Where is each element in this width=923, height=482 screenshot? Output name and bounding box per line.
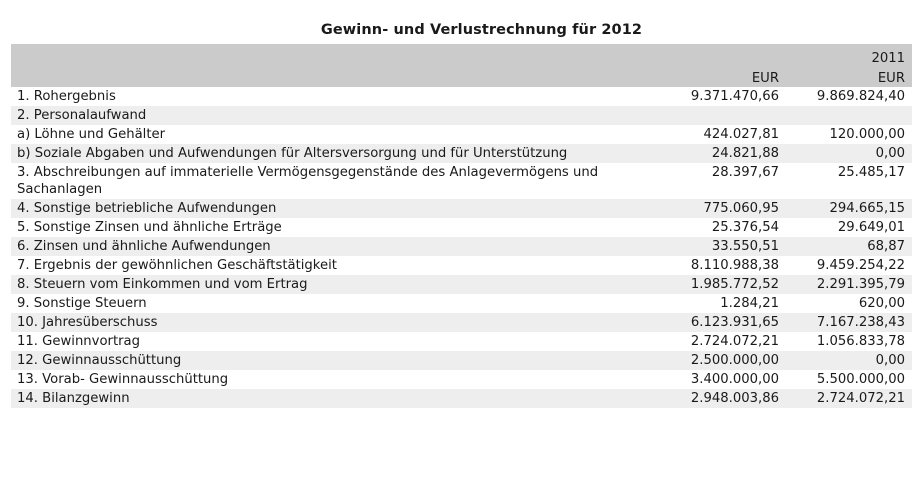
header-currency-current: EUR bbox=[631, 66, 786, 87]
row-label: 11. Gewinnvortrag bbox=[11, 332, 631, 351]
row-label: 7. Ergebnis der gewöhnlichen Geschäftstätigkeit bbox=[11, 256, 631, 275]
value-2012: 25.376,54 bbox=[631, 218, 786, 237]
value-2012: 9.371.470,66 bbox=[631, 87, 786, 106]
table-row bbox=[11, 125, 912, 144]
value-2012: 8.110.988,38 bbox=[631, 256, 786, 275]
value-2012: 775.060,95 bbox=[631, 199, 786, 218]
row-label: a) Löhne und Gehälter bbox=[11, 125, 631, 144]
row-label: 4. Sonstige betriebliche Aufwendungen bbox=[11, 199, 631, 218]
value-2011: 1.056.833,78 bbox=[786, 332, 912, 351]
value-2012: 33.550,51 bbox=[631, 237, 786, 256]
table-row bbox=[11, 106, 912, 125]
value-2011: 68,87 bbox=[786, 237, 912, 256]
row-label: 3. Abschreibungen auf immaterielle Vermögensgegenstände des Anlagevermögens und Sachanlagen bbox=[11, 163, 631, 199]
row-label: 12. Gewinnausschüttung bbox=[11, 351, 631, 370]
table-row bbox=[11, 332, 912, 351]
value-2012: 2.948.003,86 bbox=[631, 389, 786, 408]
header-year-current bbox=[631, 44, 786, 66]
header-currency-prev: EUR bbox=[786, 66, 912, 87]
value-2012: 424.027,81 bbox=[631, 125, 786, 144]
value-2012: 2.500.000,00 bbox=[631, 351, 786, 370]
value-2012: 1.985.772,52 bbox=[631, 275, 786, 294]
header-row-year bbox=[11, 44, 912, 66]
table-row bbox=[11, 144, 912, 163]
value-2011: 120.000,00 bbox=[786, 125, 912, 144]
value-2011: 0,00 bbox=[786, 351, 912, 370]
value-2011: 2.291.395,79 bbox=[786, 275, 912, 294]
header-label-cell bbox=[11, 44, 631, 66]
income-statement-table bbox=[11, 44, 912, 408]
row-label: 14. Bilanzgewinn bbox=[11, 389, 631, 408]
header-year-prev: 2011 bbox=[786, 44, 912, 66]
table-row bbox=[11, 370, 912, 389]
row-label: b) Soziale Abgaben und Aufwendungen für Altersversorgung und für Unterstützung bbox=[11, 144, 631, 163]
row-label: 6. Zinsen und ähnliche Aufwendungen bbox=[11, 237, 631, 256]
table-row bbox=[11, 237, 912, 256]
table-row bbox=[11, 218, 912, 237]
table-row bbox=[11, 87, 912, 106]
value-2011 bbox=[786, 106, 912, 125]
value-2012: 24.821,88 bbox=[631, 144, 786, 163]
row-label: 1. Rohergebnis bbox=[11, 87, 631, 106]
value-2011: 7.167.238,43 bbox=[786, 313, 912, 332]
table-row bbox=[11, 163, 912, 199]
header-label-cell bbox=[11, 66, 631, 87]
header-row-currency bbox=[11, 66, 912, 87]
value-2011: 0,00 bbox=[786, 144, 912, 163]
table-row bbox=[11, 389, 912, 408]
value-2011: 9.459.254,22 bbox=[786, 256, 912, 275]
row-label: 8. Steuern vom Einkommen und vom Ertrag bbox=[11, 275, 631, 294]
table-row bbox=[11, 313, 912, 332]
value-2012: 1.284,21 bbox=[631, 294, 786, 313]
value-2011: 620,00 bbox=[786, 294, 912, 313]
value-2012: 28.397,67 bbox=[631, 163, 786, 199]
value-2011: 2.724.072,21 bbox=[786, 389, 912, 408]
table-row bbox=[11, 351, 912, 370]
row-label: 2. Personalaufwand bbox=[11, 106, 631, 125]
value-2011: 294.665,15 bbox=[786, 199, 912, 218]
value-2011: 9.869.824,40 bbox=[786, 87, 912, 106]
value-2011: 5.500.000,00 bbox=[786, 370, 912, 389]
table-row bbox=[11, 294, 912, 313]
value-2012 bbox=[631, 106, 786, 125]
table-row bbox=[11, 199, 912, 218]
value-2012: 2.724.072,21 bbox=[631, 332, 786, 351]
row-label: 9. Sonstige Steuern bbox=[11, 294, 631, 313]
row-label: 13. Vorab- Gewinnausschüttung bbox=[11, 370, 631, 389]
row-label: 5. Sonstige Zinsen und ähnliche Erträge bbox=[11, 218, 631, 237]
value-2011: 25.485,17 bbox=[786, 163, 912, 199]
table-row bbox=[11, 275, 912, 294]
value-2011: 29.649,01 bbox=[786, 218, 912, 237]
row-label: 10. Jahresüberschuss bbox=[11, 313, 631, 332]
table-row bbox=[11, 256, 912, 275]
page-title: Gewinn- und Verlustrechnung für 2012 bbox=[320, 22, 643, 38]
value-2012: 6.123.931,65 bbox=[631, 313, 786, 332]
value-2012: 3.400.000,00 bbox=[631, 370, 786, 389]
